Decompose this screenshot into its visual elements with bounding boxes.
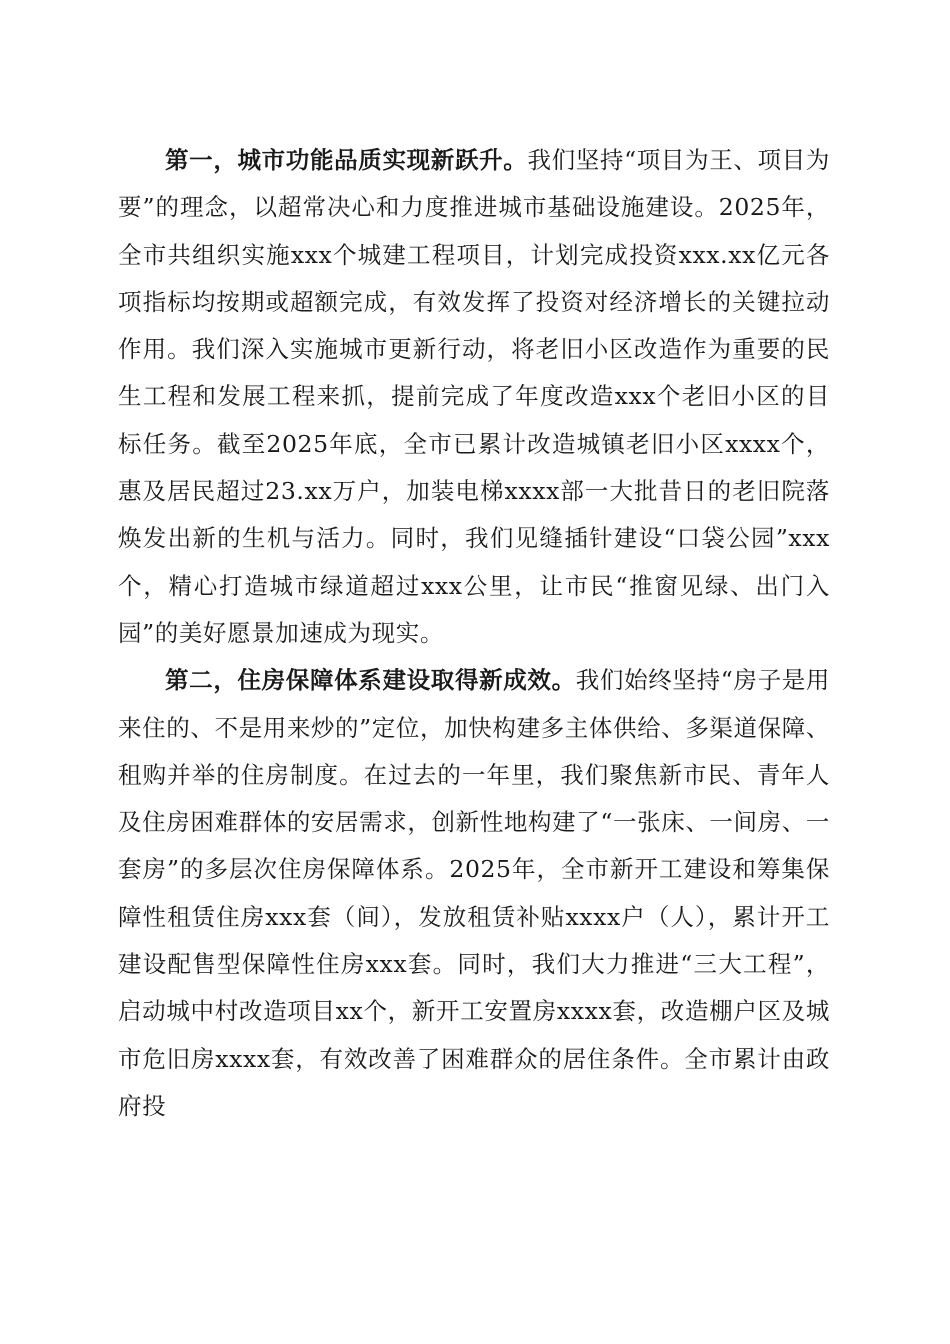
paragraph-urban-function: [118, 137, 830, 657]
paragraph-heading: 第一，城市功能品质实现新跃升。: [165, 146, 528, 174]
paragraph-text: 我们坚持“项目为王、项目为要”的理念，以超常决心和力度推进城市基础设施建设。2025年，全市共组织实施xxx个城建工程项目，计划完成投资xxx.xx亿元各项指标均按期或超额完成，有效发挥了投资对经济增长的关键拉动作用。我们深入实施城市更新行动，将老旧小区改造作为重要的民生工程和发展工程来抓，提前完成了年度改造xxx个老旧小区的目标任务。截至2025年底，全市已累计改造城镇老旧小区xxxx个，惠及居民超过23.xx万户，加装电梯xxxx部一大批昔日的老旧院落焕发出新的生机与活力。同时，我们见缝插针建设“口袋公园”xxx个，精心打造城市绿道超过xxx公里，让市民“推窗见绿、出门入园”的美好愿景加速成为现实。: [118, 146, 830, 647]
document-body: [118, 137, 830, 1130]
paragraph-heading: 第二，住房保障体系建设取得新成效。: [165, 666, 576, 695]
paragraph-text: 我们始终坚持“房子是用来住的、不是用来炒的”定位，加快构建多主体供给、多渠道保障、租购并举的住房制度。在过去的一年里，我们聚焦新市民、青年人及住房困难群体的安居需求，创新性地构建了“一张床、一间房、一套房”的多层次住房保障体系。2025年，全市新开工建设和筹集保障性租赁住房xxx套（间），发放租赁补贴xxxx户（人），累计开工建设配售型保障性住房xxx套。同时，我们大力推进“三大工程”，启动城中村改造项目xx个，新开工安置房xxxx套，改造棚户区及城市危旧房xxxx套，有效改善了困难群众的居住条件。全市累计由政府投: [118, 666, 830, 1120]
paragraph-housing-security: [118, 657, 830, 1130]
